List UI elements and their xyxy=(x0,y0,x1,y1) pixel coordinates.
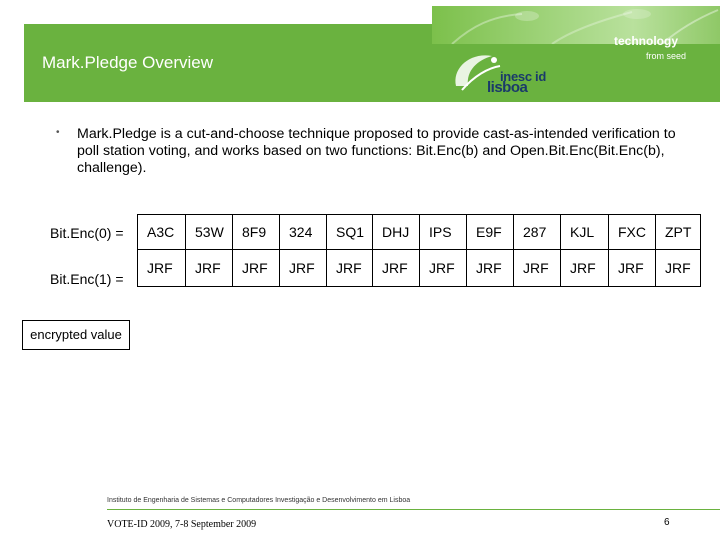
row-label-bitenc0: Bit.Enc(0) = xyxy=(50,225,124,241)
encrypted-value-callout: encrypted value xyxy=(22,320,130,350)
table-cell: 287 xyxy=(514,215,561,250)
table-cell: JRF xyxy=(186,250,233,287)
bullet-text: Mark.Pledge is a cut-and-choose technique proposed to provide cast-as-intended verification to poll station voting, and works based on two functions: Bit.Enc(b) and Open.Bit.Enc(Bit.Enc(b), challenge). xyxy=(77,126,676,176)
tagline-from-seed: from seed xyxy=(646,51,687,61)
footer-divider xyxy=(107,509,720,510)
table-cell: KJL xyxy=(561,215,609,250)
table-cell: JRF xyxy=(138,250,186,287)
page-number: 6 xyxy=(664,517,670,528)
footer-conference: VOTE-ID 2009, 7-8 September 2009 xyxy=(107,519,257,530)
row-label-bitenc1: Bit.Enc(1) = xyxy=(50,271,124,287)
table-cell: E9F xyxy=(467,215,514,250)
table-cell: JRF xyxy=(656,250,701,287)
table-cell: 8F9 xyxy=(233,215,280,250)
table-cell: 324 xyxy=(280,215,327,250)
logo-inesc-text: inesc id xyxy=(500,69,547,84)
table-cell: DHJ xyxy=(373,215,420,250)
logo-lisboa-text: lisboa xyxy=(487,79,528,96)
footer-institute: Instituto de Engenharia de Sistemas e Computadores Investigação e Desenvolvimento em Lisboa xyxy=(107,497,411,504)
table-cell: JRF xyxy=(609,250,656,287)
table-cell: FXC xyxy=(609,215,656,250)
table-row xyxy=(138,215,701,250)
tagline-technology: technology xyxy=(614,34,679,48)
table-cell: IPS xyxy=(420,215,467,250)
table-cell: JRF xyxy=(420,250,467,287)
table-cell: JRF xyxy=(561,250,609,287)
table-cell: JRF xyxy=(373,250,420,287)
table-cell: JRF xyxy=(233,250,280,287)
table-cell: JRF xyxy=(467,250,514,287)
table-cell: ZPT xyxy=(656,215,701,250)
table-row xyxy=(138,250,701,287)
slide-title: Mark.Pledge Overview xyxy=(42,53,214,72)
table-cell: JRF xyxy=(514,250,561,287)
bullet-icon: • xyxy=(56,127,60,138)
table-cell: JRF xyxy=(280,250,327,287)
table-cell: A3C xyxy=(138,215,186,250)
table-cell: 53W xyxy=(186,215,233,250)
table-cell: JRF xyxy=(327,250,373,287)
encoding-table xyxy=(137,214,701,287)
table-cell: SQ1 xyxy=(327,215,373,250)
